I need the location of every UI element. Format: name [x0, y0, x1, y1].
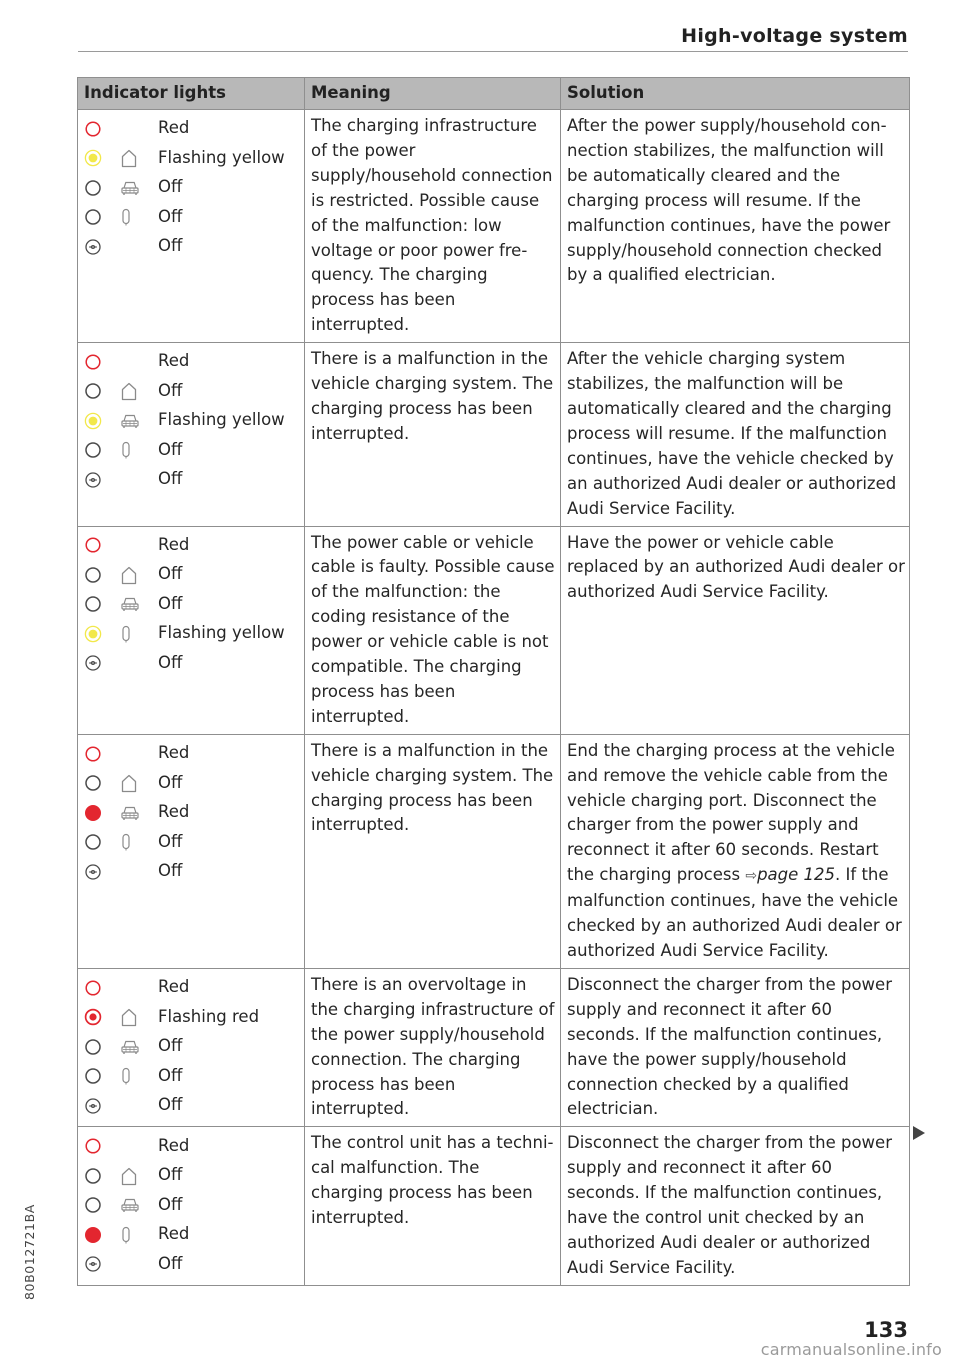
ring-off-lamp-icon — [84, 833, 120, 851]
plug-icon — [120, 207, 158, 227]
indicator-line — [84, 649, 300, 679]
indicator-line — [84, 436, 300, 466]
car-icon — [120, 804, 158, 822]
indicator-line — [84, 232, 300, 262]
indicator-state: Off — [158, 593, 183, 613]
table-row — [78, 110, 910, 343]
table-row — [78, 1127, 910, 1285]
plug-icon — [120, 440, 158, 460]
indicator-line — [84, 1220, 300, 1250]
indicator-state: Red — [158, 1135, 190, 1155]
solution-text: After the power supply/household connection stabilizes, the malfunction will be automatically cleared and the charging process will resume. If the malfunction continues, have the power supply/household connection checked by a qualified electrician. — [567, 116, 891, 285]
column-header-meaning: Meaning — [305, 78, 561, 110]
table-header-row — [78, 78, 910, 110]
ring-off-lamp-icon — [84, 179, 120, 197]
ring-red-lamp-icon — [84, 745, 120, 763]
indicator-line — [84, 739, 300, 769]
meaning-cell: The charging infrastructure of the power supply/household connection is restricted. Possible cause of the malfunction: low voltage or poor power frequency. The charging process has been interrupted. — [305, 110, 561, 343]
plug-icon — [120, 1225, 158, 1245]
ring-off-lamp-icon — [84, 595, 120, 613]
ring-minus-lamp-icon — [84, 1097, 120, 1115]
meaning-cell: There is a malfunction in the vehicle charging system. The charging process has been interrupted. — [305, 343, 561, 526]
solution-cell — [561, 968, 910, 1126]
solution-text: After the vehicle charging system stabilizes, the malfunction will be automatically cleared and the charging process will resume. If the malfunction continues, have the vehicle checked by an authorized Audi dealer or authorized Audi Service Facility. — [567, 349, 897, 518]
indicator-table — [77, 77, 910, 1286]
indicator-line — [84, 465, 300, 495]
column-header-indicator-lights: Indicator lights — [78, 78, 305, 110]
indicator-cell — [78, 968, 305, 1126]
indicator-line — [84, 377, 300, 407]
indicator-state: Off — [158, 861, 183, 881]
car-icon — [120, 1038, 158, 1056]
ring-red-lamp-icon — [84, 353, 120, 371]
indicator-line — [84, 857, 300, 887]
ring-off-lamp-icon — [84, 382, 120, 400]
indicator-cell — [78, 343, 305, 526]
house-icon — [120, 773, 158, 793]
indicator-line — [84, 973, 300, 1003]
meaning-cell: There is a malfunction in the vehicle charging system. The charging process has been interrupted. — [305, 734, 561, 968]
indicator-line — [84, 1249, 300, 1279]
ring-off-lamp-icon — [84, 1067, 120, 1085]
indicator-line — [84, 560, 300, 590]
indicator-line — [84, 531, 300, 561]
indicator-line — [84, 827, 300, 857]
indicator-state: Red — [158, 802, 190, 822]
indicator-state: Red — [158, 1224, 190, 1244]
indicator-line — [84, 203, 300, 233]
ring-minus-lamp-icon — [84, 654, 120, 672]
continue-arrow-icon — [913, 1126, 925, 1140]
indicator-line — [84, 590, 300, 620]
solution-cell — [561, 526, 910, 734]
indicator-state: Off — [158, 1036, 183, 1056]
dot-red-lamp-icon — [84, 1226, 120, 1244]
meaning-cell: The control unit has a technical malfunction. The charging process has been interrupted. — [305, 1127, 561, 1285]
solution-cell — [561, 734, 910, 968]
meaning-cell: There is an overvoltage in the charging infrastructure of the power supply/household connection. The charging process has been interrupted. — [305, 968, 561, 1126]
indicator-state: Off — [158, 1194, 183, 1214]
car-icon — [120, 179, 158, 197]
indicator-state: Off — [158, 1065, 183, 1085]
table-row — [78, 343, 910, 526]
indicator-state: Red — [158, 534, 190, 554]
indicator-state: Off — [158, 1253, 183, 1273]
indicator-state: Red — [158, 118, 190, 138]
indicator-line — [84, 1061, 300, 1091]
indicator-line — [84, 406, 300, 436]
ring-minus-lamp-icon — [84, 471, 120, 489]
house-icon — [120, 1007, 158, 1027]
indicator-state: Red — [158, 743, 190, 763]
indicator-state: Off — [158, 772, 183, 792]
solution-text-continued: . If the malfunction continues, have the vehicle checked by an authorized Audi dealer or authorized Audi Service Facility. — [567, 865, 902, 960]
indicator-state: Off — [158, 564, 183, 584]
indicator-line — [84, 768, 300, 798]
indicator-line — [84, 1032, 300, 1062]
table-body — [78, 110, 910, 1286]
indicator-line — [84, 144, 300, 174]
ring-off-lamp-icon — [84, 441, 120, 459]
ring-red-lamp-icon — [84, 536, 120, 554]
indicator-state: Off — [158, 1165, 183, 1185]
page-number: 133 — [864, 1318, 908, 1342]
indicator-line — [84, 798, 300, 828]
ring-red-dot-lamp-icon — [84, 1008, 120, 1026]
car-icon — [120, 595, 158, 613]
ring-off-lamp-icon — [84, 1196, 120, 1214]
indicator-state: Off — [158, 1095, 183, 1115]
indicator-state: Flashing yellow — [158, 410, 285, 430]
section-title: High-voltage system — [681, 25, 908, 47]
indicator-line — [84, 173, 300, 203]
solution-cell — [561, 1127, 910, 1285]
house-icon — [120, 1166, 158, 1186]
indicator-state: Off — [158, 177, 183, 197]
indicator-state: Flashing yellow — [158, 623, 285, 643]
watermark: carmanualsonline.info — [760, 1340, 942, 1359]
car-icon — [120, 1196, 158, 1214]
solution-cell — [561, 110, 910, 343]
indicator-state: Flashing yellow — [158, 147, 285, 167]
page-ref-arrow-icon: ⇨ — [745, 868, 758, 885]
ring-off-lamp-icon — [84, 1038, 120, 1056]
solution-text: Have the power or vehicle cable replaced by an authorized Audi dealer or authorized Audi Service Facility. — [567, 532, 905, 602]
indicator-cell — [78, 734, 305, 968]
indicator-state: Off — [158, 439, 183, 459]
solution-cell — [561, 343, 910, 526]
indicator-line — [84, 347, 300, 377]
indicator-line — [84, 1161, 300, 1191]
house-icon — [120, 381, 158, 401]
indicator-state: Off — [158, 380, 183, 400]
table-row — [78, 526, 910, 734]
indicator-line — [84, 1190, 300, 1220]
table-row — [78, 968, 910, 1126]
indicator-state: Off — [158, 469, 183, 489]
ring-off-lamp-icon — [84, 208, 120, 226]
table-row — [78, 734, 910, 968]
ring-red-lamp-icon — [84, 120, 120, 138]
ring-yellow-filled-lamp-icon — [84, 625, 120, 643]
meaning-cell: The power cable or vehicle cable is faulty. Possible cause of the malfunction: the coding resistance of the power or vehicle cable is not compatible. The charging process has been interrupted. — [305, 526, 561, 734]
ring-off-lamp-icon — [84, 566, 120, 584]
page-reference-link[interactable]: page 125 — [757, 865, 836, 885]
solution-text: Disconnect the charger from the power supply and reconnect it after 60 seconds. If the malfunction continues, have the power supply/household connection checked by a qualified electrician. — [567, 974, 892, 1119]
indicator-state: Red — [158, 977, 190, 997]
ring-off-lamp-icon — [84, 1167, 120, 1185]
indicator-state: Off — [158, 206, 183, 226]
house-icon — [120, 148, 158, 168]
ring-yellow-filled-lamp-icon — [84, 149, 120, 167]
indicator-cell — [78, 110, 305, 343]
solution-text: Disconnect the charger from the power supply and reconnect it after 60 seconds. If the malfunction continues, have the control unit checked by an authorized Audi dealer or authorized Audi Service Facility. — [567, 1133, 892, 1277]
ring-red-lamp-icon — [84, 979, 120, 997]
indicator-line — [84, 1091, 300, 1121]
indicator-state: Flashing red — [158, 1006, 260, 1026]
indicator-state: Red — [158, 351, 190, 371]
plug-icon — [120, 832, 158, 852]
plug-icon — [120, 1066, 158, 1086]
ring-off-lamp-icon — [84, 774, 120, 792]
indicator-state: Off — [158, 652, 183, 672]
column-header-solution: Solution — [561, 78, 910, 110]
car-icon — [120, 412, 158, 430]
ring-minus-lamp-icon — [84, 238, 120, 256]
ring-minus-lamp-icon — [84, 863, 120, 881]
ring-minus-lamp-icon — [84, 1255, 120, 1273]
indicator-line — [84, 1131, 300, 1161]
indicator-state: Off — [158, 831, 183, 851]
indicator-state: Off — [158, 236, 183, 256]
plug-icon — [120, 624, 158, 644]
indicator-line — [84, 619, 300, 649]
ring-red-lamp-icon — [84, 1137, 120, 1155]
indicator-line — [84, 114, 300, 144]
house-icon — [120, 565, 158, 585]
indicator-cell — [78, 1127, 305, 1285]
dot-red-lamp-icon — [84, 804, 120, 822]
solution-text: End the charging process at the vehicle and remove the vehicle cable from the vehicle charging port. Disconnect the charger from the power supply and reconnect it after 60 seconds. Restart the charging process — [567, 740, 895, 885]
document-code: 80B012721BA — [22, 1204, 37, 1300]
indicator-cell — [78, 526, 305, 734]
ring-yellow-filled-lamp-icon — [84, 412, 120, 430]
header-divider — [78, 51, 908, 52]
indicator-line — [84, 1002, 300, 1032]
